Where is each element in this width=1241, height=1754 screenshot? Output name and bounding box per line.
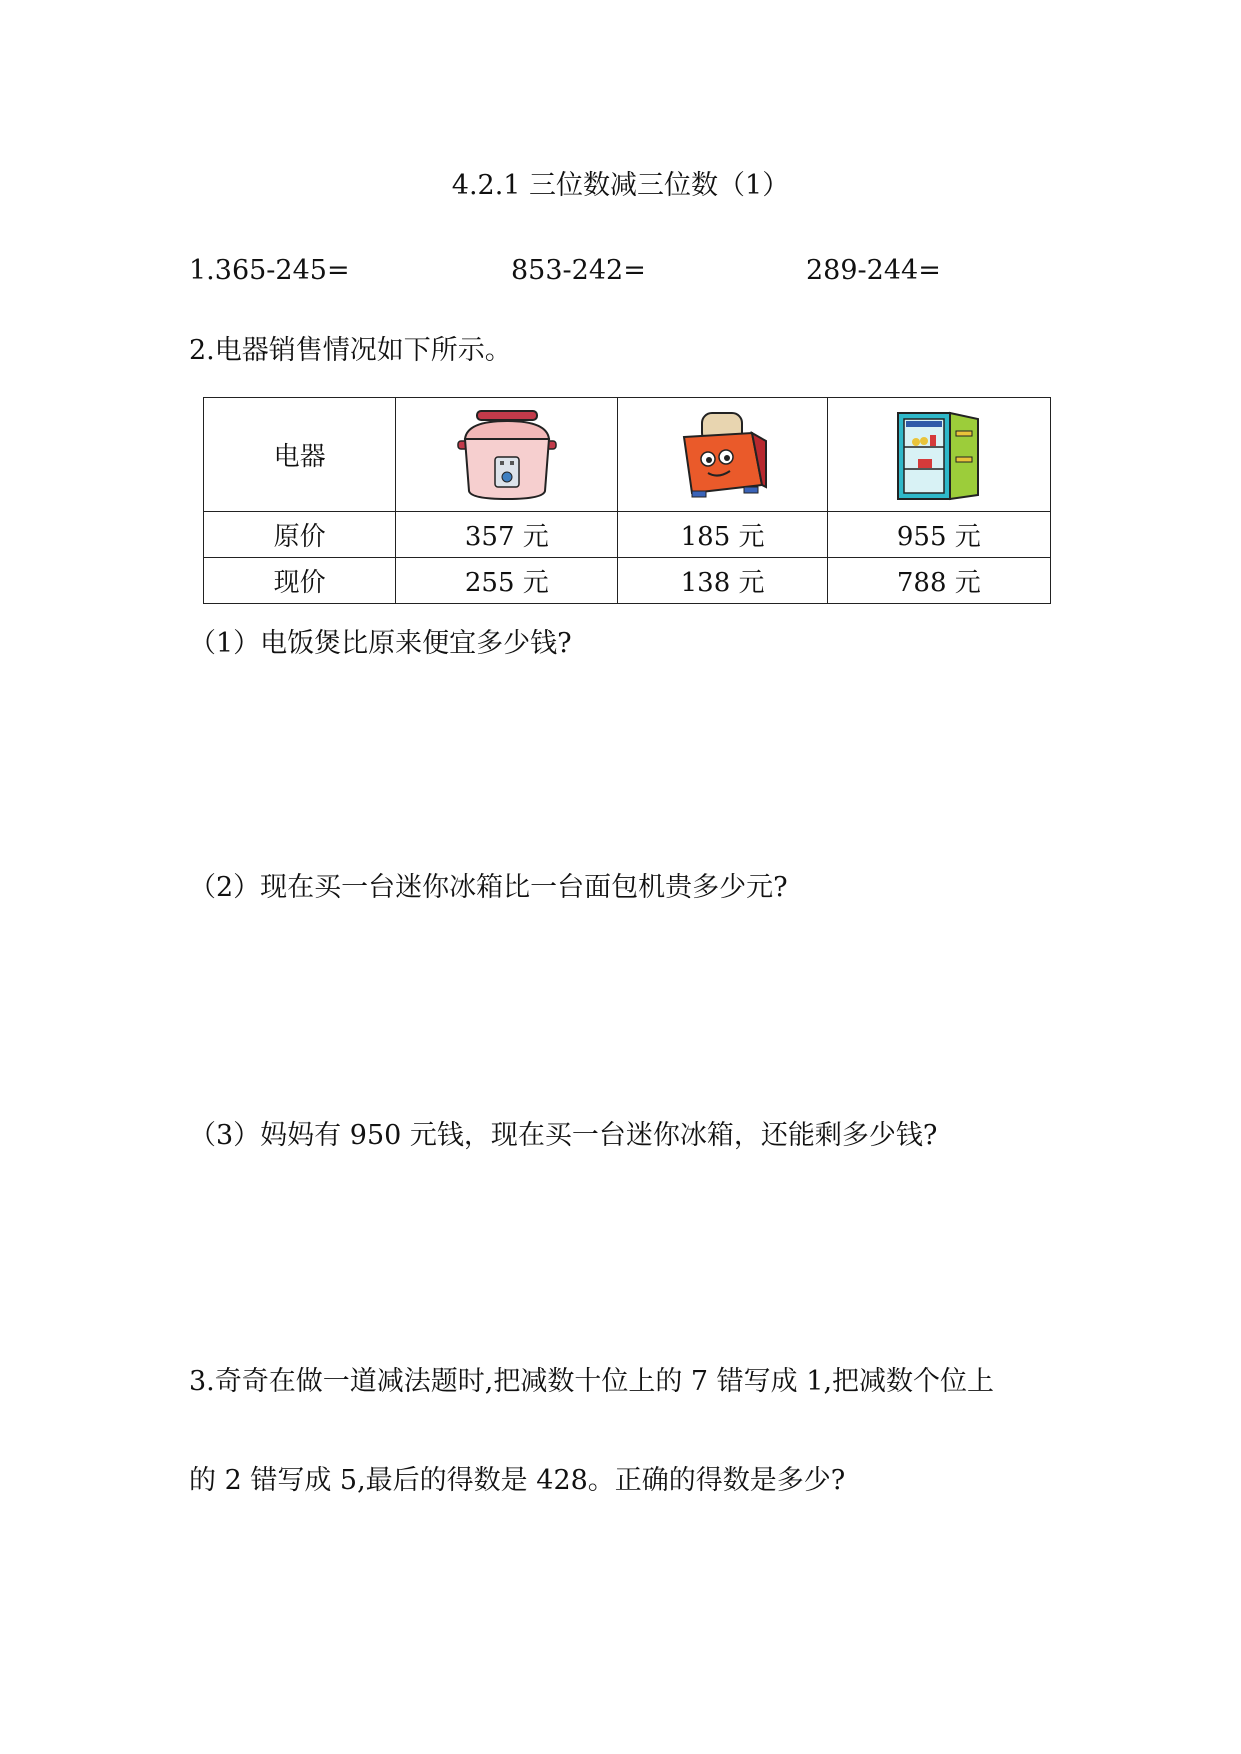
table-cell: 955 元 [827,512,1050,558]
rice-cooker-cell [396,398,618,512]
mini-fridge-cell [827,398,1050,512]
table-header-label: 电器 [204,398,396,512]
rice-cooker-icon [457,409,557,501]
toaster-cell [618,398,827,512]
sub-question-1: （1）电饭煲比原来便宜多少钱? [189,628,572,659]
table-cell: 788 元 [827,558,1050,604]
row-label-current-price: 现价 [204,558,396,604]
question-2-text: 2.电器销售情况如下所示。 [189,335,512,366]
table-cell: 357 元 [396,512,618,558]
question-1-expression-a: 1.365-245= [189,255,350,286]
appliance-price-table [203,397,1051,604]
row-label-original-price: 原价 [204,512,396,558]
toaster-icon [678,409,768,501]
table-cell: 138 元 [618,558,827,604]
table-cell: 255 元 [396,558,618,604]
table-cell: 185 元 [618,512,827,558]
table-header-row [204,398,1051,512]
table-row [204,558,1051,604]
question-3-line-2: 的 2 错写成 5,最后的得数是 428。正确的得数是多少? [189,1465,846,1496]
page-title: 4.2.1 三位数减三位数（1） [451,170,790,201]
question-1-expression-b: 853-242= [511,255,646,286]
table-row [204,512,1051,558]
sub-question-3: （3）妈妈有 950 元钱，现在买一台迷你冰箱，还能剩多少钱? [189,1120,938,1151]
question-3-line-1: 3.奇奇在做一道减法题时,把减数十位上的 7 错写成 1,把减数个位上 [189,1366,995,1397]
sub-question-2: （2）现在买一台迷你冰箱比一台面包机贵多少元? [189,872,788,903]
question-1-expression-c: 289-244= [806,255,941,286]
mini-fridge-icon [894,407,984,503]
